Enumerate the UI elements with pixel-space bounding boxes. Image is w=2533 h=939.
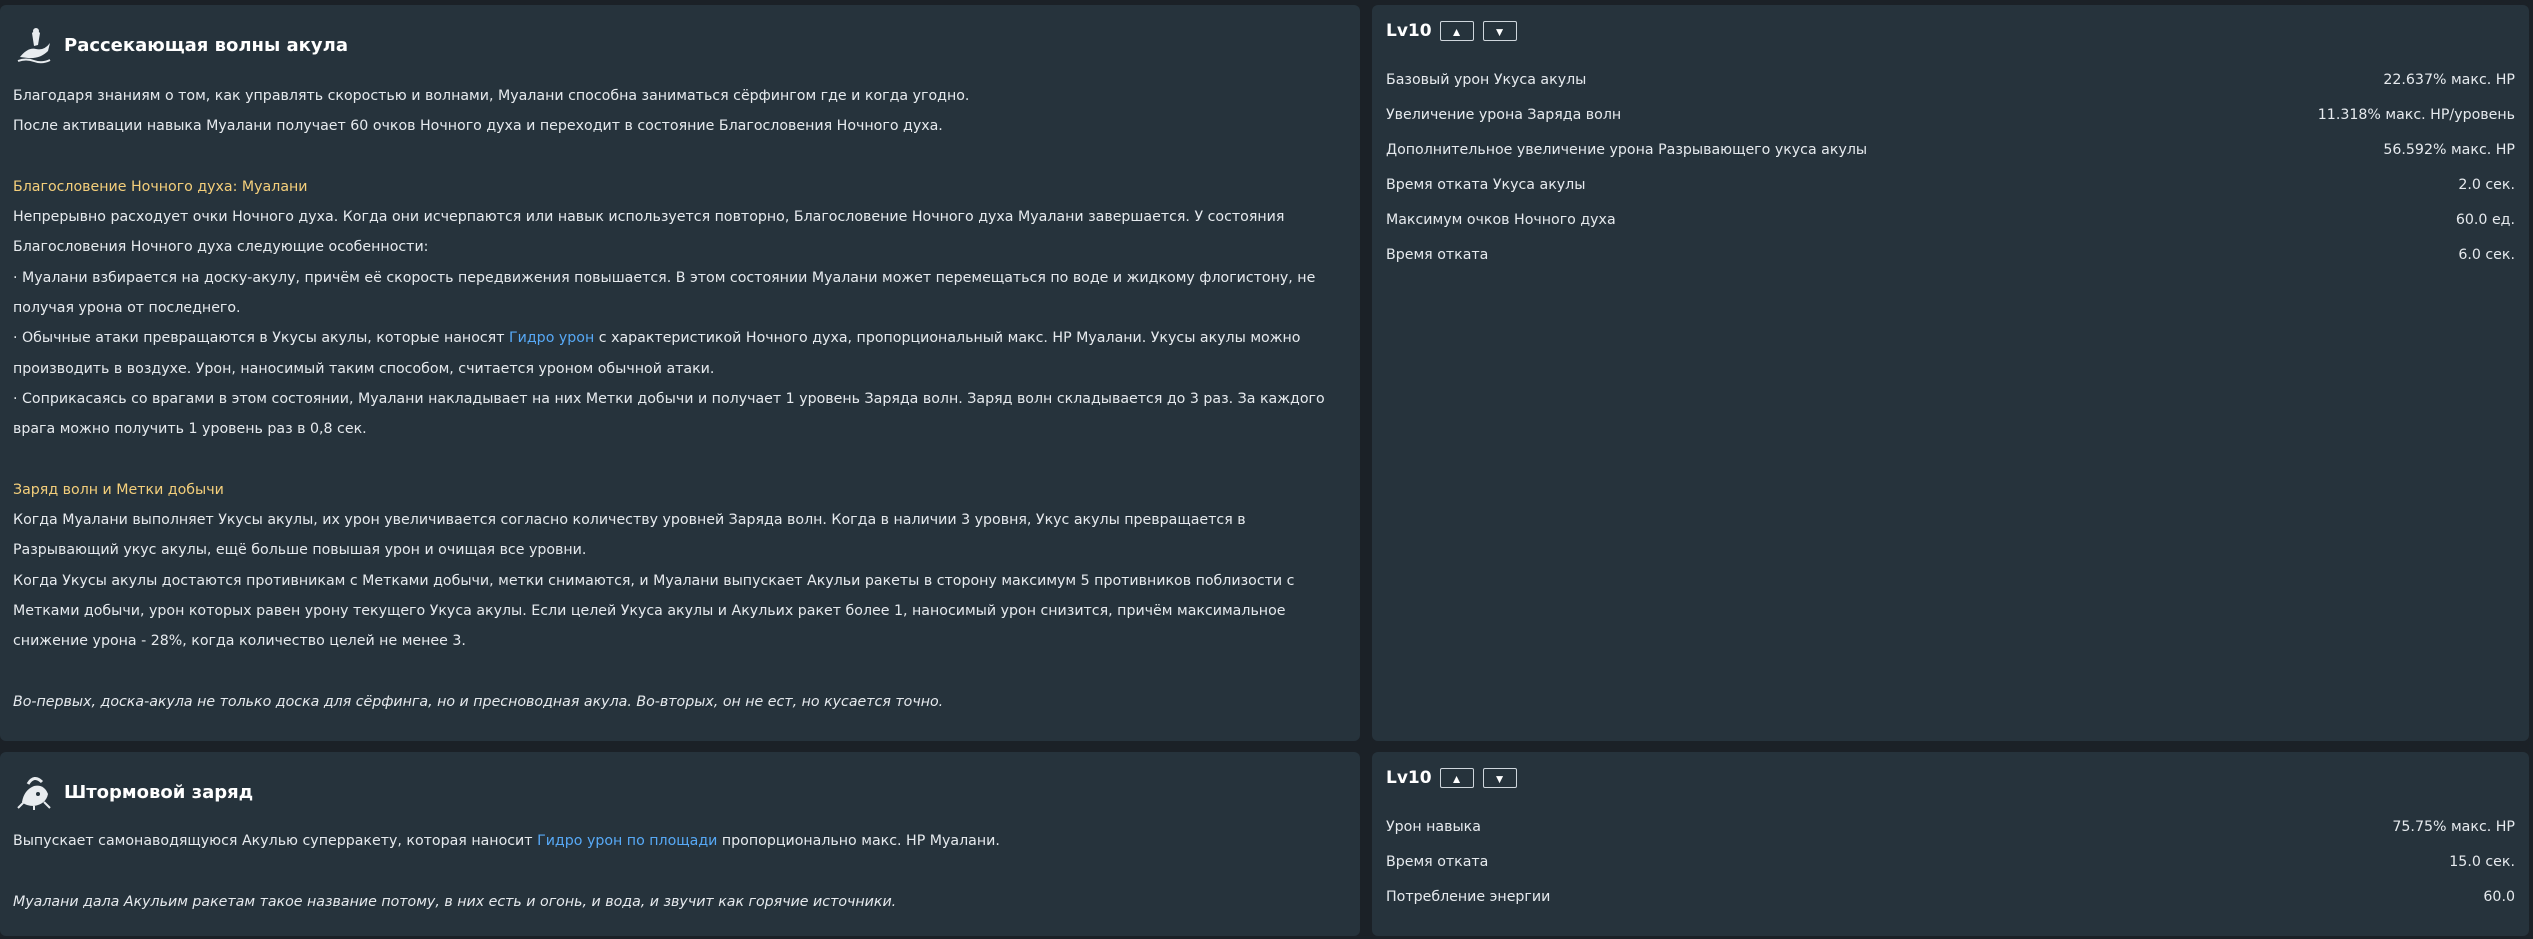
burst-stats-panel xyxy=(1372,752,2529,936)
skill-description xyxy=(13,826,1336,917)
stat-row xyxy=(1386,97,2515,132)
skill-header xyxy=(14,19,348,71)
description-line: Выпускает самонаводящуюся Акулью суперракету, которая наносит Гидро урон по площади пропорционально макс. HP Муалани. xyxy=(13,833,1000,849)
stats-list xyxy=(1386,809,2515,914)
stat-row xyxy=(1386,879,2515,914)
stat-value: 15.0 сек. xyxy=(2449,853,2515,870)
skill-header xyxy=(14,766,253,818)
section-title: Благословение Ночного духа: Муалани xyxy=(13,178,308,195)
flavor-text: Во-первых, доска-акула не только доска для сёрфинга, но и пресноводная акула. Во-вторых, он не ест, но кусается точно. xyxy=(13,693,944,710)
burst-description-panel xyxy=(0,752,1360,936)
stat-label: Максимум очков Ночного духа xyxy=(1386,211,1616,228)
level-down-button[interactable]: ▼ xyxy=(1483,768,1517,788)
bullet-item: · Соприкасаясь со врагами в этом состоянии, Муалани накладывает на них Метки добычи и получает 1 уровень Заряда волн. Заряд волн складывается до 3 раз. За каждого врага можно получить 1 уровень раз в 0,8 сек. xyxy=(13,390,1325,438)
hydro-aoe-damage-link[interactable]: Гидро урон по площади xyxy=(537,833,718,849)
stat-value: 60.0 xyxy=(2483,888,2515,905)
intro-line: После активации навыка Муалани получает 60 очков Ночного духа и переходит в состояние Благословения Ночного духа. xyxy=(13,118,943,135)
stat-value: 60.0 ед. xyxy=(2455,211,2515,228)
level-label: Lv10 xyxy=(1386,21,1432,41)
stat-label: Время отката xyxy=(1386,853,1489,870)
skill-description-panel xyxy=(0,5,1360,741)
storm-shark-icon xyxy=(14,772,54,812)
flavor-text: Муалани дала Акульим ракетам такое название потому, в них есть и огонь, и вода, и звучит как горячие источники. xyxy=(13,893,897,910)
section-body: Непрерывно расходует очки Ночного духа. Когда они исчерпаются или навык используется повторно, Благословение Ночного духа Муалани завершается. У состояния Благословения Ночного духа следующие особенности: xyxy=(13,209,1285,256)
stat-value: 56.592% макс. HP xyxy=(2383,141,2515,158)
level-selector xyxy=(1386,19,1526,43)
stat-label: Увеличение урона Заряда волн xyxy=(1386,106,1622,123)
level-label: Lv10 xyxy=(1386,768,1432,788)
stat-label: Время отката Укуса акулы xyxy=(1386,176,1586,193)
intro-line: Благодаря знаниям о том, как управлять скоростью и волнами, Муалани способна заниматься сёрфингом где и когда угодно. xyxy=(13,88,970,104)
stats-list xyxy=(1386,62,2515,272)
bullet-item: · Обычные атаки превращаются в Укусы акулы, которые наносят Гидро урон с характеристикой Ночного духа, пропорциональный макс. HP Муалани. Укусы акулы можно производить в воздухе. Урон, наносимый таким способом, считается уроном обычной атаки. xyxy=(13,330,1301,377)
level-up-button[interactable]: ▲ xyxy=(1440,21,1474,41)
bullet-item: · Муалани взбирается на доску-акулу, причём её скорость передвижения повышается. В этом состоянии Муалани может перемещаться по воде и жидкому флогистону, не получая урона от последнего. xyxy=(13,269,1316,317)
stat-value: 11.318% макс. HP/уровень xyxy=(2317,106,2515,123)
stat-value: 22.637% макс. HP xyxy=(2383,71,2515,88)
stat-value: 75.75% макс. HP xyxy=(2392,818,2515,835)
stat-label: Дополнительное увеличение урона Разрывающего укуса акулы xyxy=(1386,141,1868,158)
stat-value: 2.0 сек. xyxy=(2458,176,2515,193)
surfing-shark-icon xyxy=(14,25,54,65)
stat-label: Время отката xyxy=(1386,246,1489,263)
stat-row xyxy=(1386,132,2515,167)
stat-row xyxy=(1386,202,2515,237)
stat-row xyxy=(1386,62,2515,97)
level-selector xyxy=(1386,766,1526,790)
stat-row xyxy=(1386,167,2515,202)
stat-label: Потребление энергии xyxy=(1386,888,1551,905)
stat-row xyxy=(1386,844,2515,879)
stat-row xyxy=(1386,809,2515,844)
level-down-button[interactable]: ▼ xyxy=(1483,21,1517,41)
skill-description xyxy=(13,81,1336,717)
skill-title: Штормовой заряд xyxy=(64,781,254,803)
section-body: Когда Муалани выполняет Укусы акулы, их урон увеличивается согласно количеству уровней Заряда волн. Когда в наличии 3 уровня, Укус акулы превращается в Разрывающий укус акулы, ещё больше повышая урон и очищая все уровни. xyxy=(13,512,1246,559)
stat-row xyxy=(1386,237,2515,272)
skill-stats-panel xyxy=(1372,5,2529,741)
section-title: Заряд волн и Метки добычи xyxy=(13,481,224,498)
skill-title: Рассекающая волны акула xyxy=(64,34,348,56)
stat-label: Базовый урон Укуса акулы xyxy=(1386,71,1587,88)
hydro-damage-link[interactable]: Гидро урон xyxy=(509,330,595,347)
stat-value: 6.0 сек. xyxy=(2458,246,2515,263)
stat-label: Урон навыка xyxy=(1386,818,1481,835)
section-body: Когда Укусы акулы достаются противникам с Метками добычи, метки снимаются, и Муалани выпускает Акульи ракеты в сторону максимум 5 противников поблизости с Метками добычи, урон которых равен урону текущего Укуса акулы. Если целей Укуса акулы и Акульих ракет более 1, наносимый урон снизится, причём максимальное снижение урона - 28%, когда количество целей не менее 3. xyxy=(13,572,1295,650)
level-up-button[interactable]: ▲ xyxy=(1440,768,1474,788)
